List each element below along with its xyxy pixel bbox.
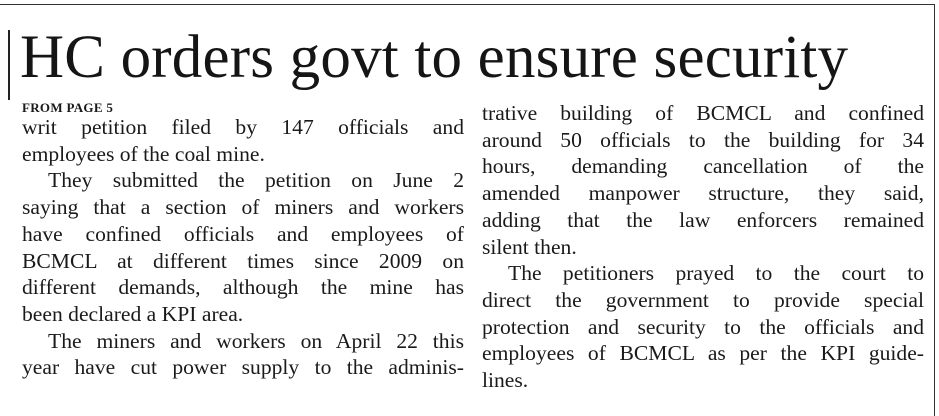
text-line: different demands, although the mine has <box>22 275 464 300</box>
text-line: protection and security to the officials and <box>482 314 924 339</box>
text-line: The miners and workers on April 22 this <box>48 328 464 353</box>
text-line: hours, demanding cancellation of the <box>482 154 924 179</box>
top-border-rule <box>0 4 935 5</box>
text-line: BCMCL at different times since 2009 on <box>22 248 464 273</box>
text-line: employees of the coal mine. <box>22 141 265 166</box>
headline-accent-bar <box>8 30 10 100</box>
text-line: They submitted the petition on June 2 <box>48 168 464 193</box>
headline: HC orders govt to ensure security <box>20 24 849 91</box>
continuation-kicker: FROM PAGE 5 <box>22 100 114 115</box>
paragraph <box>22 167 464 327</box>
right-border-rule <box>934 4 935 416</box>
text-line: The petitioners prayed to the court to <box>508 261 924 286</box>
text-line: been declared a KPI area. <box>22 301 244 326</box>
text-line: year have cut power supply to the adminis- <box>22 355 464 380</box>
text-line: writ petition filed by 147 officials and <box>22 115 464 139</box>
text-line: saying that a section of miners and workers <box>22 195 464 220</box>
text-line: around 50 officials to the building for 34 <box>482 127 924 152</box>
text-line: trative building of BCMCL and confined <box>482 101 924 125</box>
text-line: have confined officials and employees of <box>22 221 464 246</box>
text-line: silent then. <box>482 234 577 259</box>
text-line: direct the government to provide special <box>482 287 924 312</box>
left-column <box>22 100 464 381</box>
text-line: amended manpower structure, they said, <box>482 181 924 206</box>
paragraph <box>22 328 464 381</box>
paragraph <box>482 100 924 260</box>
right-column <box>482 100 924 394</box>
text-line: lines. <box>482 368 529 393</box>
paragraph <box>22 114 464 167</box>
paragraph <box>482 260 924 394</box>
text-line: adding that the law enforcers remained <box>482 207 924 232</box>
text-line: employees of BCMCL as per the KPI guide- <box>482 341 924 366</box>
